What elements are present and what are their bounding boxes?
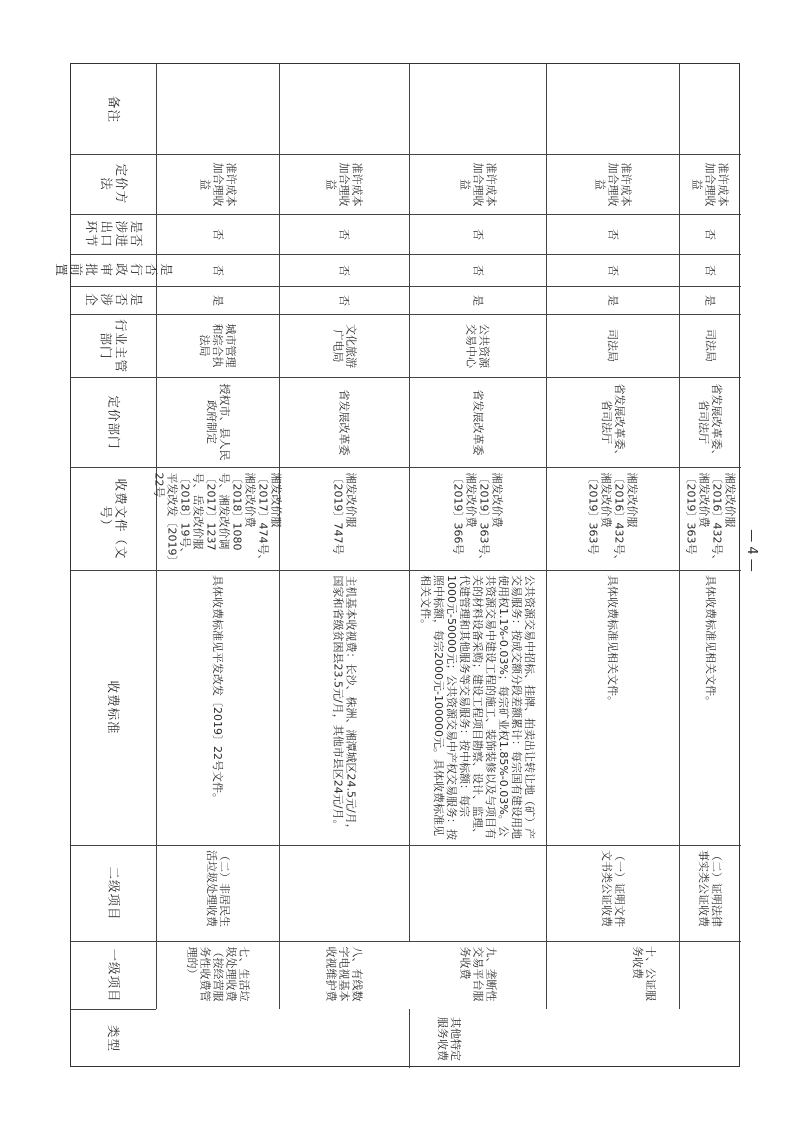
cell-text: 否 bbox=[606, 228, 619, 240]
cell-level2-row-2 bbox=[279, 845, 409, 941]
cell-admin-approval-row-5 bbox=[679, 254, 741, 286]
cell-admin-approval-row-2 bbox=[279, 254, 409, 286]
cell-text: 八、有线数字电视基本收视维护费 bbox=[324, 946, 364, 1001]
cell-admin-approval-row-3 bbox=[409, 254, 546, 286]
cell-text: 湘发改价服〔2016〕432号、湘发改价费〔2019〕363号 bbox=[586, 472, 639, 565]
cell-text: 定价部门 bbox=[106, 394, 121, 449]
cell-text: 省发展改革委 bbox=[471, 389, 484, 455]
cell-text: 是否涉企 bbox=[83, 293, 144, 307]
cell-industry-dept-row-5 bbox=[679, 314, 741, 377]
cell-industry-dept-row-1 bbox=[156, 314, 279, 377]
header-admin-approval bbox=[53, 254, 174, 286]
cell-remark-row-2 bbox=[279, 64, 409, 154]
cell-import-export-row-4 bbox=[546, 214, 679, 254]
cell-text: 否 bbox=[703, 264, 717, 276]
cell-text: 文化旅游广电局 bbox=[331, 323, 357, 368]
cell-remark-row-4 bbox=[546, 64, 679, 154]
cell-pricing-dept-row-1 bbox=[156, 377, 279, 467]
cell-text: 湘发改价服〔2017〕474号、湘发改价费〔2018〕1080号、湘发改价调〔2017〕1237号、岳发改价服〔2018〕19号、平发改发〔2019〕22号 bbox=[152, 472, 283, 565]
page-number bbox=[740, 520, 762, 580]
cell-remark-row-5 bbox=[679, 64, 741, 154]
cell-import-export-row-1 bbox=[156, 214, 279, 254]
cell-method-row-2 bbox=[279, 154, 409, 214]
cell-text: 是 bbox=[471, 294, 484, 306]
cell-document-row-2 bbox=[279, 467, 409, 570]
cell-method-row-3 bbox=[409, 154, 546, 214]
cell-standard-row-3 bbox=[409, 570, 546, 845]
cell-pricing-dept-row-2 bbox=[279, 377, 409, 467]
header-state-owned bbox=[71, 286, 156, 314]
cell-remark-row-1 bbox=[156, 64, 279, 154]
cell-text: 湘发改价服〔2019〕747号 bbox=[331, 472, 357, 554]
cell-state-owned-row-5 bbox=[679, 286, 741, 314]
cell-text: （一）证明文件文书类公证收费 bbox=[599, 850, 626, 927]
header-industry-dept bbox=[71, 314, 156, 377]
fee-table bbox=[53, 63, 740, 1067]
cell-method-row-1 bbox=[156, 154, 279, 214]
cell-import-export-row-5 bbox=[679, 214, 741, 254]
cell-import-export-row-3 bbox=[409, 214, 546, 254]
cell-text: 二级项目 bbox=[106, 865, 121, 920]
cell-text: 否 bbox=[337, 294, 351, 306]
cell-text: 司法局 bbox=[606, 329, 619, 362]
cell-standard-row-2 bbox=[279, 570, 409, 845]
cell-text: 九、垄断性交易平台服务收费 bbox=[458, 946, 497, 1001]
cell-level1-row-2 bbox=[279, 941, 409, 1009]
cell-text: （二）非居民生活垃圾处理收费 bbox=[204, 850, 231, 927]
cell-state-owned-row-1 bbox=[156, 286, 279, 314]
cell-text: 一级项目 bbox=[106, 947, 121, 1002]
cell-text: 是 bbox=[606, 294, 619, 306]
cell-text: 省发展改革委、省司法厅 bbox=[599, 383, 626, 461]
cell-admin-approval-row-1 bbox=[156, 254, 279, 286]
cell-text: 否 bbox=[471, 264, 484, 276]
cell-text: 是否涉进出口环节 bbox=[83, 220, 144, 248]
cell-text: 否 bbox=[606, 264, 619, 276]
cell-text: 行业主管部门 bbox=[98, 318, 129, 373]
cell-pricing-dept-row-4 bbox=[546, 377, 679, 467]
cell-industry-dept-row-2 bbox=[279, 314, 409, 377]
header-type bbox=[71, 1009, 156, 1068]
cell-text: 省发展改革委 bbox=[337, 389, 351, 455]
cell-text: 是 bbox=[211, 294, 224, 306]
cell-method-row-4 bbox=[546, 154, 679, 214]
cell-text: 收费文件（文号） bbox=[98, 477, 129, 559]
cell-level1-row-3 bbox=[409, 941, 546, 1009]
cell-text: 省发展改革委、省司法厅 bbox=[697, 383, 723, 461]
cell-text: 否 bbox=[337, 228, 351, 240]
cell-standard-row-4 bbox=[546, 570, 679, 845]
cell-text: 主机基本收视费：长沙、株洲、湘潭城区24.5元/月，国家和省级贫困县23.5元/月，其他市县区24元/月。 bbox=[331, 575, 357, 835]
cell-pricing-dept-row-5 bbox=[679, 377, 741, 467]
cell-text: 公共资源交易中心 bbox=[464, 323, 491, 368]
cell-text: 否 bbox=[337, 264, 351, 276]
cell-text: 准许成本加合理收益 bbox=[690, 162, 730, 206]
cell-state-owned-row-4 bbox=[546, 286, 679, 314]
cell-document-row-5 bbox=[679, 467, 741, 570]
cell-text: 其他特定服务收费 bbox=[435, 1016, 462, 1061]
cell-text: 准许成本加合理收益 bbox=[198, 162, 237, 206]
cell-level1-row-4 bbox=[546, 941, 741, 1009]
header-level1 bbox=[71, 941, 156, 1009]
cell-level2-row-4 bbox=[546, 845, 679, 941]
cell-text: 是 bbox=[703, 294, 717, 306]
cell-text: 准许成本加合理收益 bbox=[593, 162, 632, 206]
header-pricing-dept bbox=[71, 377, 156, 467]
category-cell bbox=[156, 1009, 741, 1068]
cell-level1-row-1 bbox=[156, 941, 279, 1009]
cell-method-row-5 bbox=[679, 154, 741, 214]
cell-text: 具体收费标准见相关文件。 bbox=[703, 575, 717, 707]
cell-document-row-1 bbox=[152, 467, 283, 570]
cell-text: 司法局 bbox=[703, 329, 717, 362]
cell-state-owned-row-2 bbox=[279, 286, 409, 314]
cell-state-owned-row-3 bbox=[409, 286, 546, 314]
header-import-export bbox=[71, 214, 156, 254]
cell-admin-approval-row-4 bbox=[546, 254, 679, 286]
cell-text: 湘发改价服〔2016〕432号、湘发改价费〔2019〕363号 bbox=[684, 472, 736, 565]
cell-text: 否 bbox=[703, 228, 717, 240]
cell-text: 否 bbox=[471, 228, 484, 240]
cell-document-row-3 bbox=[409, 467, 546, 570]
cell-industry-dept-row-4 bbox=[546, 314, 679, 377]
cell-text: 定价方法 bbox=[98, 163, 129, 205]
header-document bbox=[71, 467, 156, 570]
cell-level2-row-1 bbox=[156, 845, 279, 941]
cell-text: 收费标准 bbox=[106, 680, 121, 735]
header-remark bbox=[71, 64, 156, 154]
cell-text: 准许成本加合理收益 bbox=[458, 162, 497, 206]
cell-level2-row-5 bbox=[679, 845, 741, 941]
header-level2 bbox=[71, 845, 156, 941]
cell-text: 七、生活垃圾处理收费（按经营服务性收费管理的） bbox=[185, 946, 250, 1001]
cell-text: （二）证明法律事实类公证收费 bbox=[697, 850, 723, 927]
cell-text: 准许成本加合理收益 bbox=[324, 162, 364, 206]
cell-text: 城市管理和综合执法局 bbox=[198, 323, 237, 368]
cell-pricing-dept-row-3 bbox=[409, 377, 546, 467]
page-number-text: — 4 — bbox=[743, 528, 759, 572]
cell-text: 是否行政审批前置 bbox=[53, 263, 174, 277]
cell-standard-row-1 bbox=[156, 570, 279, 845]
header-standard bbox=[71, 570, 156, 845]
cell-text: 十、公证服务收费 bbox=[630, 946, 657, 1001]
cell-text: 具体收费标准见平发改发〔2019〕22号文件。 bbox=[211, 575, 224, 804]
cell-text: 授权市、县人民政府制定 bbox=[204, 383, 231, 461]
cell-text: 否 bbox=[211, 264, 224, 276]
cell-standard-row-5 bbox=[679, 570, 741, 845]
cell-remark-row-3 bbox=[409, 64, 546, 154]
header-method bbox=[71, 154, 156, 214]
cell-level2-row-3 bbox=[409, 845, 546, 941]
cell-text: 备注 bbox=[106, 95, 121, 123]
cell-text: 湘发改价费〔2019〕363号、湘发改价费〔2019〕366号 bbox=[451, 472, 504, 565]
cell-text: 具体收费标准见相关文件。 bbox=[606, 575, 619, 707]
cell-text: 公共资源交易中招标、挂牌、拍卖出让转让地（矿）产交易服务：按成交额分段差额累计：每宗国有建设用地使用权1.1%-0.03%；每宗矿业权1.85%-0.03%。公共资源交易中建设工程的施工、装饰装修以及与项目有关的材料设备采购；建设工程项目勘察、设计、监理、代建管理和其他服务等交易服务：按中标额：每宗1000元-50000元；公共资源交易中产权交易服务：按照中标额，每宗2000元-100000元。具体收费标准见相关文件。 bbox=[419, 575, 536, 840]
cell-import-export-row-2 bbox=[279, 214, 409, 254]
cell-industry-dept-row-3 bbox=[409, 314, 546, 377]
cell-text: 类型 bbox=[106, 1024, 121, 1052]
cell-document-row-4 bbox=[546, 467, 679, 570]
cell-text: 否 bbox=[211, 228, 224, 240]
